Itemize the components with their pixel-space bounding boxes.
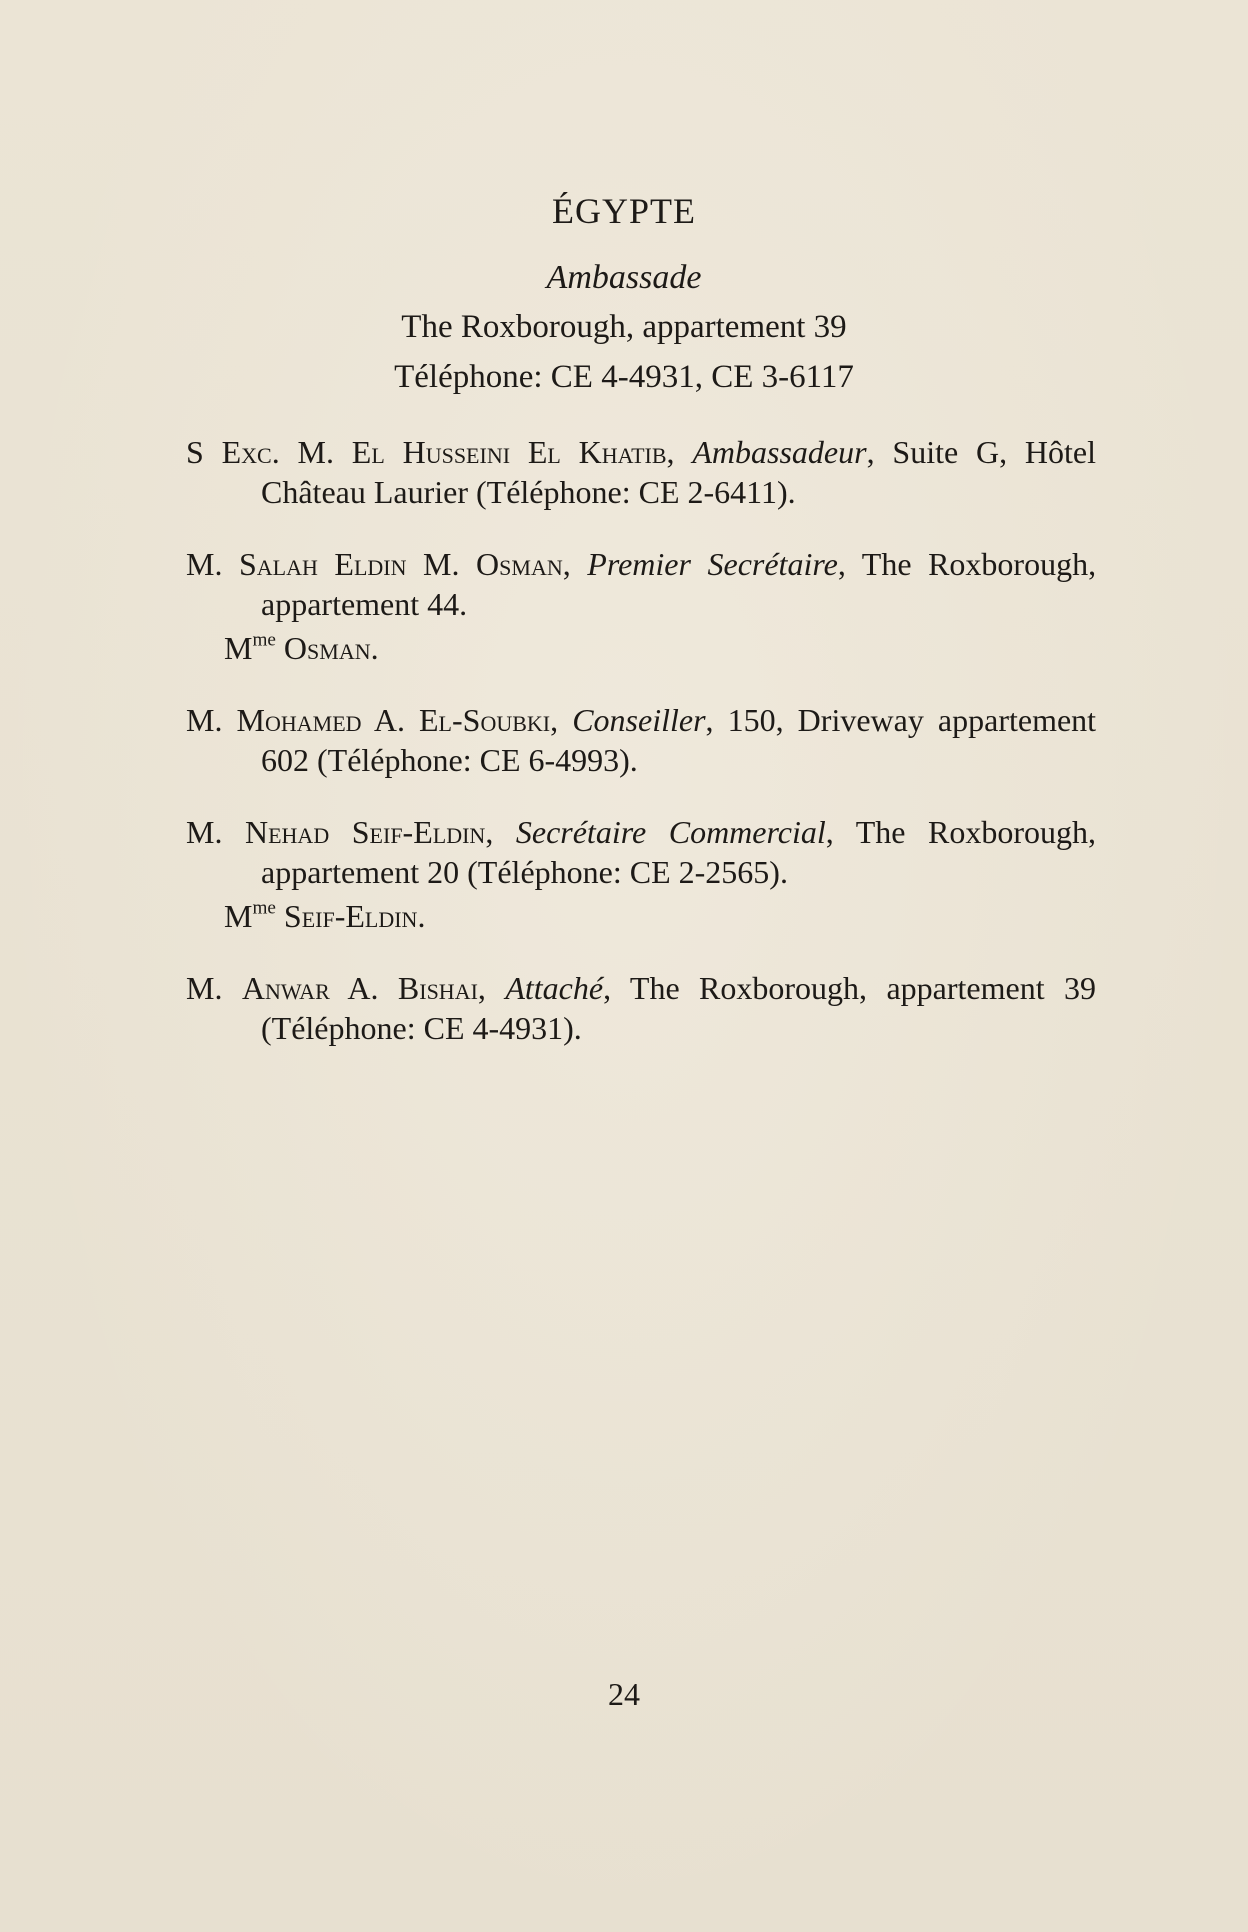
entry-prefix: M. <box>186 814 223 850</box>
entry-details: 150, Driveway appartement 602 (Téléphone: CE 6-4993). <box>261 702 1097 778</box>
entry-title: Secrétaire Commercial <box>515 814 826 850</box>
spouse-prefix: M <box>224 898 253 934</box>
spouse-prefix: M <box>224 630 253 666</box>
entry-title: Attaché <box>505 970 604 1006</box>
staff-entry: M. Nehad Seif-Eldin, Secrétaire Commercial, The Roxborough, appartement 20 (Téléphone: CE 2-2565). <box>186 814 1096 890</box>
entry-details: The Roxborough, appartement 44. <box>261 546 1097 622</box>
spouse-entry <box>186 896 1096 936</box>
spouse-name: Osman. <box>283 630 379 666</box>
entry-prefix: M. <box>186 546 223 582</box>
embassy-phone: Téléphone: CE 4-4931, CE 3-6117 <box>394 359 854 395</box>
staff-entry: M. Anwar A. Bishai, Attaché, The Roxborough, appartement 39 (Téléphone: CE 4-4931). <box>186 970 1096 1046</box>
page-number: 24 <box>608 1676 640 1712</box>
spouse-entry <box>186 628 1096 668</box>
staff-entry: M. Mohamed A. El-Soubki, Conseiller, 150, Driveway appartement 602 (Téléphone: CE 6-4993). <box>186 702 1097 778</box>
entry-name: Salah Eldin M. Osman <box>239 546 563 582</box>
entry-details: The Roxborough, appartement 39 (Téléphone: CE 4-4931). <box>261 970 1096 1046</box>
entry-name: Anwar A. Bishai <box>241 970 478 1006</box>
staff-entry: S Exc. M. El Husseini El Khatib, Ambassadeur, Suite G, Hôtel Château Laurier (Téléphone: CE 2-6411). <box>186 434 1096 510</box>
entry-name: Nehad Seif-Eldin <box>245 814 486 850</box>
entry-prefix: M. <box>186 702 223 738</box>
entry-name: Mohamed A. El-Soubki <box>236 702 551 738</box>
entry-prefix: M. <box>186 970 223 1006</box>
spouse-prefix-superscript: me <box>252 629 276 651</box>
entry-title: Premier Secrétaire <box>587 546 838 582</box>
spouse-prefix-superscript: me <box>252 897 276 919</box>
mission-type-heading: Ambassade <box>546 259 702 296</box>
entry-prefix: S <box>186 434 204 470</box>
embassy-address: The Roxborough, appartement 39 <box>401 309 847 345</box>
entry-details: The Roxborough, appartement 20 (Téléphone: CE 2-2565). <box>261 814 1096 890</box>
entry-details: Suite G, Hôtel Château Laurier (Téléphone: CE 2-6411). <box>261 434 1096 510</box>
entry-name: Exc. M. El Husseini El Khatib <box>221 434 667 470</box>
spouse-name: Seif-Eldin. <box>283 898 426 934</box>
entry-title: Conseiller <box>572 702 706 738</box>
staff-entry: M. Salah Eldin M. Osman, Premier Secrétaire, The Roxborough, appartement 44. <box>186 546 1097 622</box>
staff-list <box>186 432 1096 1048</box>
country-heading: ÉGYPTE <box>552 191 696 231</box>
entry-title: Ambassadeur <box>692 434 867 470</box>
